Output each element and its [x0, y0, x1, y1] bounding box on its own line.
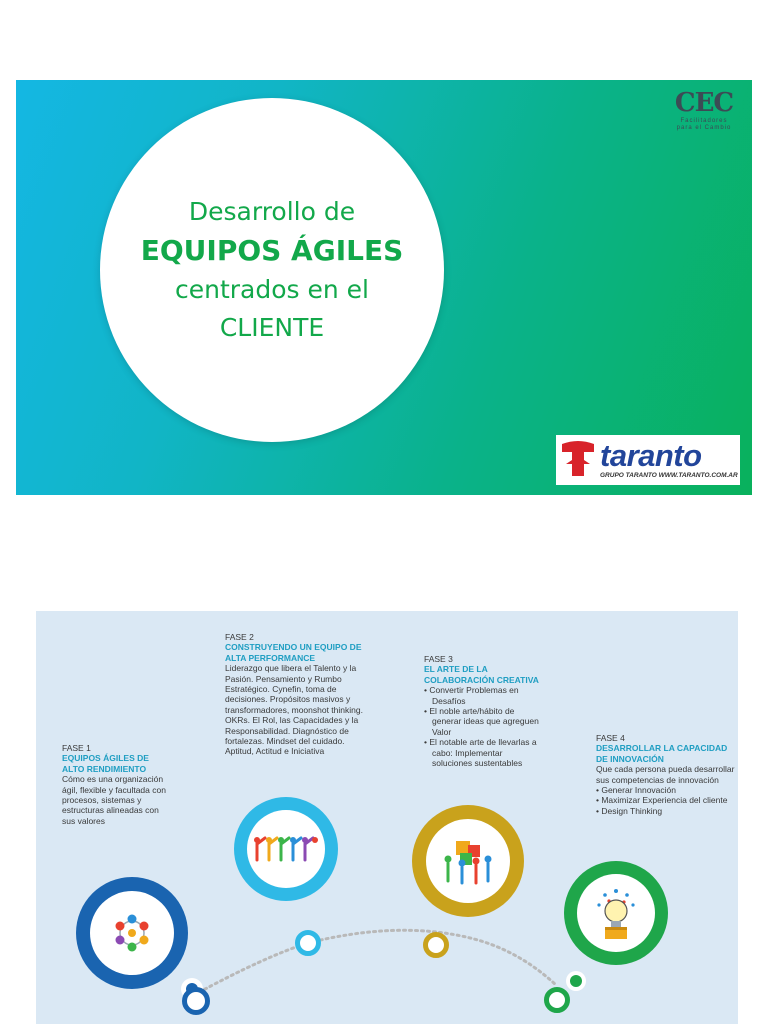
- taranto-subtitle: GRUPO TARANTO WWW.TARANTO.COM.AR: [600, 471, 738, 479]
- phase-2-number: FASE 2: [225, 632, 254, 642]
- network-people-icon: [107, 908, 157, 958]
- phase-3-title: EL ARTE DE LA COLABORACIÓN CREATIVA: [424, 664, 539, 685]
- phase-3-number: FASE 3: [424, 654, 453, 664]
- phase-2-marker: [295, 930, 321, 956]
- puzzle-team-icon: [438, 835, 498, 887]
- phase-4-bullet-3: • Design Thinking: [596, 806, 736, 816]
- phase-2-title: CONSTRUYENDO UN EQUIPO DE ALTA PERFORMANCE: [225, 642, 362, 663]
- phase-4-body: Que cada persona pueda desarrollar sus competencias de innovación: [596, 764, 735, 785]
- taranto-t-icon: [560, 440, 596, 480]
- phase-4-text: [596, 733, 736, 816]
- title-circle: [100, 98, 444, 442]
- phase-3-ring: [412, 805, 524, 917]
- cec-logo-tagline-1: Facilitadores: [680, 118, 728, 124]
- phase-1-number: FASE 1: [62, 743, 91, 753]
- cec-logo: [668, 88, 740, 144]
- phase-3-bullet-2: • El noble arte/hábito de generar ideas que agreguen Valor: [424, 706, 542, 737]
- team-hands-icon: [251, 832, 321, 866]
- phase-2-text: [225, 632, 365, 757]
- phase-1-title: EQUIPOS ÁGILES DE ALTO RENDIMIENTO: [62, 753, 149, 774]
- phase-1-body: Cómo es una organización ágil, flexible y facultada con procesos, sistemas y estructuras alineadas con sus valores: [62, 774, 166, 826]
- phase-4-connector: [566, 971, 586, 991]
- phase-4-title: DESARROLLAR LA CAPACIDAD DE INNOVACIÓN: [596, 743, 728, 764]
- phase-4-bullet-1: • Generar Innovación: [596, 785, 736, 795]
- taranto-wordmark: taranto: [600, 437, 702, 473]
- phase-2-ring: [234, 797, 338, 901]
- phase-4-number: FASE 4: [596, 733, 625, 743]
- title-line-1: Desarrollo de: [188, 197, 356, 226]
- title-slide: [16, 80, 752, 495]
- title-line-4: CLIENTE: [219, 313, 325, 342]
- phase-3-text: [424, 654, 542, 768]
- phases-slide: [36, 611, 738, 1024]
- idea-bulb-icon: [591, 885, 641, 941]
- title-line-3: centrados en el: [174, 275, 369, 304]
- phase-3-marker: [423, 932, 449, 958]
- phase-3-bullet-3: • El notable arte de llevarlas a cabo: Implementar soluciones sustentables: [424, 737, 542, 768]
- phase-2-body: Liderazgo que libera el Talento y la Pasión. Pensamiento y Rumbo Estratégico. Cynefin, toma de decisiones. Propósitos masivos y transformadores, moonshot thinking. OKRs. El Rol, las Capacidades y la Responsabilidad. Diagnóstico de fortalezas. Mindset del cuidado. Aptitud, Actitud e Iniciativa: [225, 663, 363, 757]
- phase-4-ring: [564, 861, 668, 965]
- phase-4-marker: [544, 987, 570, 1013]
- phase-1-ring: [76, 877, 188, 989]
- phase-1-text: [62, 743, 172, 826]
- taranto-logo: [556, 435, 740, 485]
- cec-logo-tagline-2: para el Cambio: [676, 125, 732, 131]
- cec-logo-mark: CEC: [674, 88, 734, 118]
- phase-4-bullet-2: • Maximizar Experiencia del cliente: [596, 795, 736, 805]
- phase-3-bullet-1: • Convertir Problemas en Desafíos: [424, 685, 542, 706]
- phase-1-marker: [182, 987, 210, 1015]
- title-line-2: EQUIPOS ÁGILES: [140, 234, 404, 267]
